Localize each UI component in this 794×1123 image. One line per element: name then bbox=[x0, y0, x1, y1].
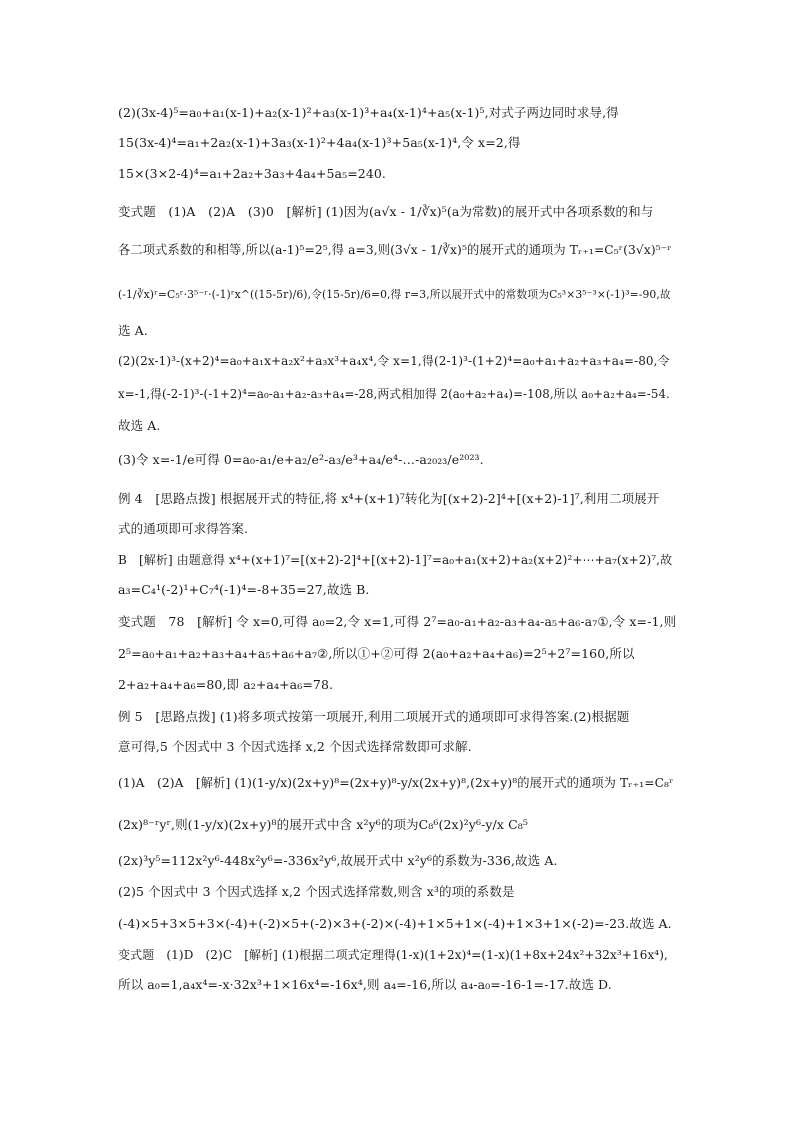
text-line: 变式题 (1)A (2)A (3)0 [解析] (1)因为(a√x - 1/∛x)⁵(a为常数)的展开式中各项系数的和与 bbox=[118, 204, 654, 219]
text-line: (1)A (2)A [解析] (1)(1-y/x)(2x+y)⁸=(2x+y)⁸-y/x(2x+y)⁸,(2x+y)⁸的展开式的通项为 Tᵣ₊₁=C₈ʳ bbox=[118, 776, 674, 790]
text-line: 15×(3×2-4)⁴=a₁+2a₂+3a₃+4a₄+5a₅=240. bbox=[118, 166, 387, 181]
text-line: (-4)×5+3×5+3×(-4)+(-2)×5+(-2)×3+(-2)×(-4)+1×5+1×(-4)+1×3+1×(-2)=-23.故选 A. bbox=[118, 916, 672, 931]
text-line: (2)5 个因式中 3 个因式选择 x,2 个因式选择常数,则含 x³的项的系数是 bbox=[118, 884, 515, 899]
text-line: B [解析] 由题意得 x⁴+(x+1)⁷=[(x+2)-2]⁴+[(x+2)-1]⁷=a₀+a₁(x+2)+a₂(x+2)²+⋯+a₇(x+2)⁷,故 bbox=[118, 553, 673, 567]
text-line: 例 4 [思路点拨] 根据展开式的特征,将 x⁴+(x+1)⁷转化为[(x+2)-2]⁴+[(x+2)-1]⁷,利用二项展开 bbox=[118, 491, 660, 506]
text-line: 2+a₂+a₄+a₆=80,即 a₂+a₄+a₆=78. bbox=[118, 677, 334, 692]
text-line: 各二项式系数的和相等,所以(a-1)⁵=2⁵,得 a=3,则(3√x - 1/∛x)⁵的展开式的通项为 Tᵣ₊₁=C₅ʳ(3√x)⁵⁻ʳ bbox=[118, 243, 672, 257]
text-line: (2x)⁸⁻ʳyʳ,则(1-y/x)(2x+y)⁸的展开式中含 x²y⁶的项为C₈⁶(2x)²y⁶-y/x C₈⁵ bbox=[118, 817, 528, 832]
text-line: 例 5 [思路点拨] (1)将多项式按第一项展开,利用二项展开式的通项即可求得答案.(2)根据题 bbox=[118, 709, 630, 724]
text-line: 所以 a₀=1,a₄x⁴=-x·32x³+1×16x⁴=-16x⁴,则 a₄=-16,所以 a₄-a₀=-16-1=-17.故选 D. bbox=[118, 977, 612, 992]
text-line: 15(3x-4)⁴=a₁+2a₂(x-1)+3a₃(x-1)²+4a₄(x-1)³+5a₅(x-1)⁴,令 x=2,得 bbox=[118, 135, 521, 150]
text-line: 2⁵=a₀+a₁+a₂+a₃+a₄+a₅+a₆+a₇②,所以①+②可得 2(a₀+a₂+a₄+a₆)=2⁵+2⁷=160,所以 bbox=[118, 646, 635, 661]
text-line: 选 A. bbox=[118, 323, 148, 338]
text-line: a₃=C₄¹(-2)¹+C₇⁴(-1)⁴=-8+35=27,故选 B. bbox=[118, 582, 370, 597]
text-line: 变式题 78 [解析] 令 x=0,可得 a₀=2,令 x=1,可得 2⁷=a₀-a₁+a₂-a₃+a₄-a₅+a₆-a₇①,令 x=-1,则 bbox=[118, 614, 677, 629]
text-line: (2)(3x-4)⁵=a₀+a₁(x-1)+a₂(x-1)²+a₃(x-1)³+a₄(x-1)⁴+a₅(x-1)⁵,对式子两边同时求导,得 bbox=[118, 105, 619, 120]
text-line: 式的通项即可求得答案. bbox=[118, 521, 249, 536]
text-line: 故选 A. bbox=[118, 418, 161, 433]
text-line: (2)(2x-1)³-(x+2)⁴=a₀+a₁x+a₂x²+a₃x³+a₄x⁴,令 x=1,得(2-1)³-(1+2)⁴=a₀+a₁+a₂+a₃+a₄=-80,令 bbox=[118, 354, 670, 368]
text-line: 变式题 (1)D (2)C [解析] (1)根据二项式定理得(1-x)(1+2x)⁴=(1-x)(1+8x+24x²+32x³+16x⁴), bbox=[118, 948, 668, 962]
text-line: 意可得,5 个因式中 3 个因式选择 x,2 个因式选择常数即可求解. bbox=[118, 739, 472, 754]
text-line: x=-1,得(-2-1)³-(-1+2)⁴=a₀-a₁+a₂-a₃+a₄=-28,两式相加得 2(a₀+a₂+a₄)=-108,所以 a₀+a₂+a₄=-54. bbox=[118, 387, 670, 401]
text-line: (2x)³y⁵=112x²y⁶-448x²y⁶=-336x²y⁶,故展开式中 x²y⁶的系数为-336,故选 A. bbox=[118, 853, 558, 868]
text-line: (-1/∛x)ʳ=C₅ʳ·3⁵⁻ʳ·(-1)ʳx^((15-5r)/6),令(15-5r)/6=0,得 r=3,所以展开式中的常数项为C₅³×3⁵⁻³×(-1)³=-90,故 bbox=[118, 288, 671, 301]
text-line: (3)令 x=-1/e可得 0=a₀-a₁/e+a₂/e²-a₃/e³+a₄/e⁴-…-a₂₀₂₃/e²⁰²³. bbox=[118, 452, 484, 467]
